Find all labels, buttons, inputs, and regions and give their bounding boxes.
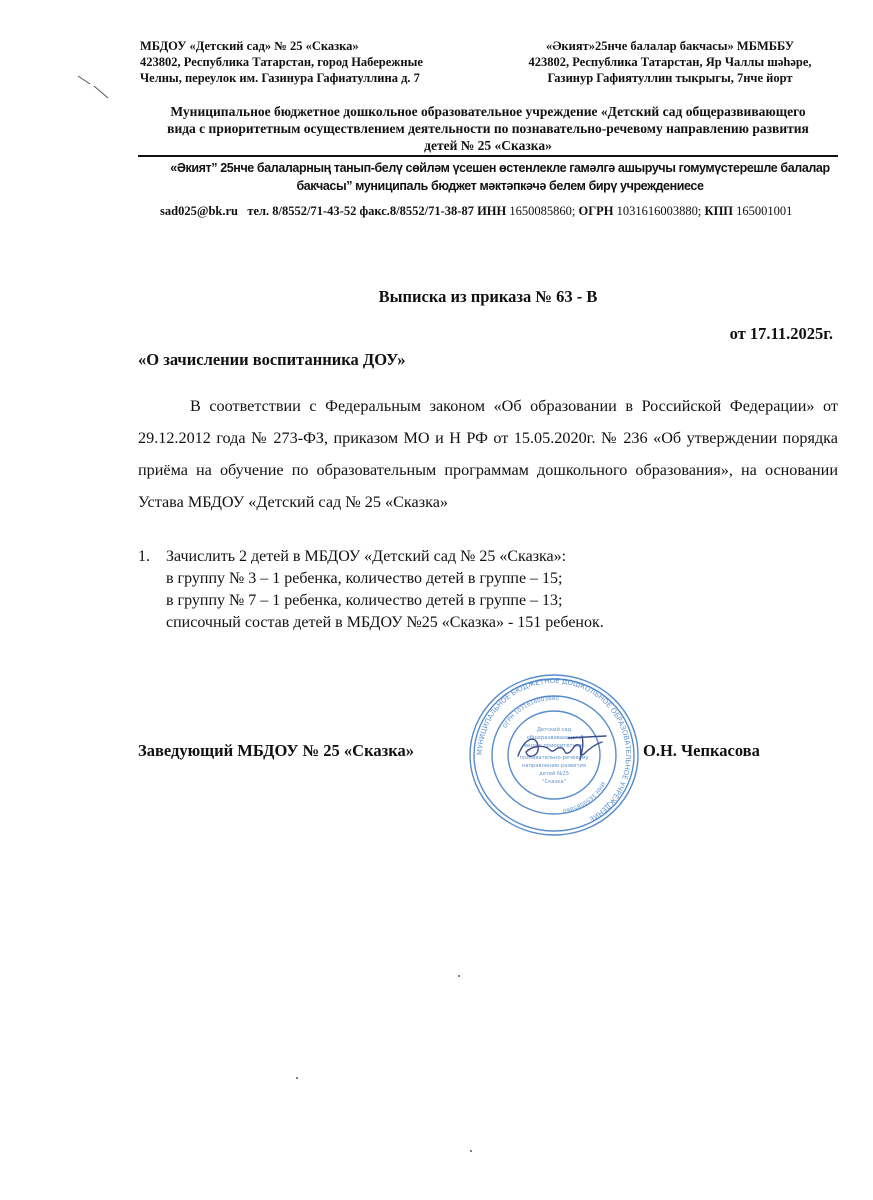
- list-number: 1.: [138, 548, 150, 565]
- signatory-name: О.Н. Чепкасова: [643, 741, 760, 760]
- handwritten-signature: [510, 728, 620, 768]
- stamp-ogrn: ОГРН 1031616003880: [502, 695, 560, 730]
- stamp-center-line: Детский сад: [536, 727, 572, 733]
- contact-phones: тел. 8/8552/71-43-52 факс.8/8552/71-38-87: [247, 204, 474, 218]
- header-divider: [138, 155, 838, 157]
- body-paragraph: В соответствии с Федеральным законом «Об образовании в Российской Федерации» от 29.12.2012 года № 273-ФЗ, приказом МО и Н РФ от 15.05.2020г. № 236 «Об утверждении порядка приёма на обучение по образовательным программам дошкольного образования», на основании Устава МБДОУ «Детский сад № 25 «Сказка»: [138, 397, 838, 511]
- scan-mark: [76, 72, 116, 102]
- stamp-inn: ИНН 1650085860: [562, 780, 606, 814]
- header-right-line3: Газинур Гафиятуллин тыкрыгы, 7нче йорт: [547, 71, 793, 85]
- header-right-block: [505, 38, 835, 86]
- header-right-line1: «Әкият»25нче балалар бакчасы» МБМББУ: [545, 39, 795, 53]
- institution-full-name: [138, 103, 838, 154]
- stamp-center-line: вида с приоритетным: [524, 743, 584, 749]
- scan-speck: [458, 975, 460, 977]
- list-line-4: списочный состав детей в МБДОУ №25 «Сказка» - 151 ребенок.: [166, 614, 604, 631]
- kpp-value: 165001001: [736, 204, 793, 218]
- full-name-line3: детей № 25 «Сказка»: [424, 138, 552, 153]
- stamp-center-line: познавательно-речевому: [519, 755, 589, 761]
- tatar-name-line1: «Әкият” 25нче балаларның танып-белү сөйләм үсешен өстенлекле гамәлгә ашыручы гомумүстерешле балалар: [170, 161, 830, 175]
- document-date: от 17.11.2025г.: [729, 324, 833, 343]
- list-line-2: в группу № 3 – 1 ребенка, количество детей в группе – 15;: [166, 570, 563, 587]
- inn-value: 1650085860;: [509, 204, 576, 218]
- header-left-line2: 423802, Республика Татарстан, город Набережные: [140, 55, 423, 69]
- signatory-role: Заведующий МБДОУ № 25 «Сказка»: [138, 741, 414, 760]
- list-line-3: в группу № 7 – 1 ребенка, количество детей в группе – 13;: [166, 592, 563, 609]
- ogrn-value: 1031616003880;: [616, 204, 702, 218]
- header-left-line3: Челны, переулок им. Газинура Гафиатуллина д. 7: [140, 71, 420, 85]
- contacts-line: [160, 203, 860, 219]
- stamp-ring-text: МУНИЦИПАЛЬНОЕ БЮДЖЕТНОЕ ДОШКОЛЬНОЕ ОБРАЗОВАТЕЛЬНОЕ УЧРЕЖДЕНИЕ: [475, 676, 633, 824]
- list-item: [166, 546, 836, 634]
- tatar-name-line2: бакчасы” муниципаль бюджет мәктәпкәчә белем бирү учреждениесе: [296, 179, 704, 193]
- stamp-center-line: направлению развития: [522, 763, 586, 769]
- full-name-line1: Муниципальное бюджетное дошкольное образовательное учреждение «Детский сад общеразвивающего: [170, 104, 806, 119]
- document-title: Выписка из приказа № 63 - В: [378, 287, 598, 306]
- kpp-label: КПП: [704, 204, 734, 218]
- header-left-line1: МБДОУ «Детский сад» № 25 «Сказка»: [140, 39, 359, 53]
- header-left-block: [140, 38, 470, 86]
- institution-tatar-name: [160, 159, 840, 195]
- ogrn-label: ОГРН: [578, 204, 614, 218]
- stamp-center-line: общеразвивающего: [526, 735, 582, 741]
- header-right-line2: 423802, Республика Татарстан, Яр Чаллы шәһәре,: [528, 55, 812, 69]
- document-subject: «О зачислении воспитанника ДОУ»: [138, 350, 406, 369]
- inn-label: ИНН: [477, 204, 507, 218]
- stamp-center-line: детей №25: [538, 771, 570, 777]
- stamp-center-line: "Сказка": [542, 779, 566, 785]
- scan-speck: [296, 1077, 298, 1079]
- scan-speck: [470, 1150, 472, 1152]
- full-name-line2: вида с приоритетным осуществлением деятельности по познавательно-речевому направлению развития: [167, 121, 809, 136]
- contact-email: sad025@bk.ru: [160, 204, 238, 218]
- list-line-1: Зачислить 2 детей в МБДОУ «Детский сад № 25 «Сказка»:: [166, 548, 567, 565]
